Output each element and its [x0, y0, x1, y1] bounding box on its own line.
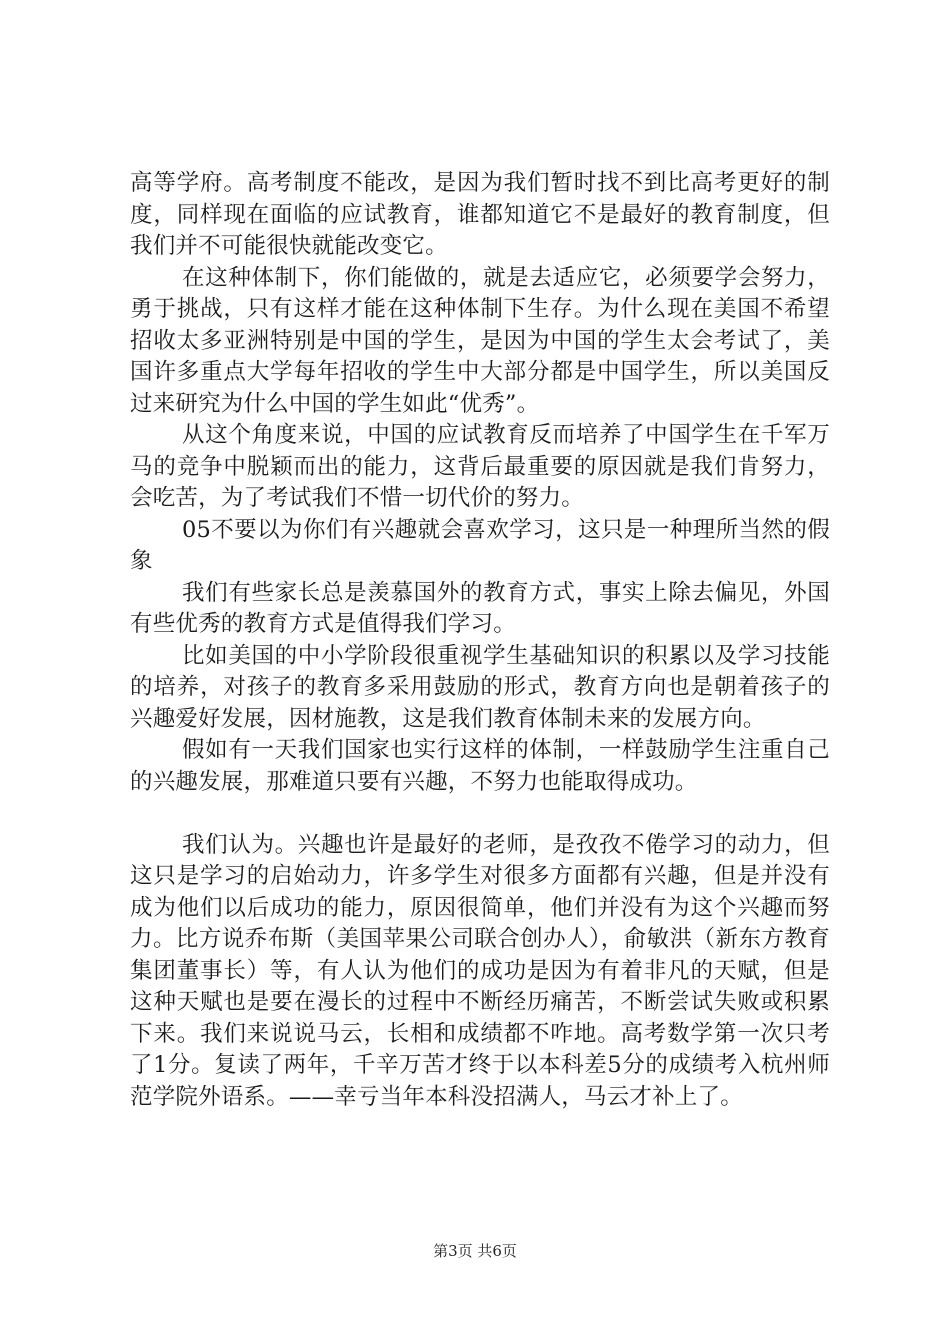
blank-line — [130, 798, 830, 830]
paragraph: 假如有一天我们国家也实行这样的体制，一样鼓励学生注重自己的兴趣发展，那难道只要有兴趣，不努力也能取得成功。 — [130, 737, 830, 795]
paragraph: 比如美国的中小学阶段很重视学生基础知识的积累以及学习技能的培养，对孩子的教育多采用鼓励的形式，教育方向也是朝着孩子的兴趣爱好发展，因材施教，这是我们教育体制未来的发展方向。 — [130, 642, 830, 732]
paragraph-continued: 高等学府。高考制度不能改，是因为我们暂时找不到比高考更好的制度，同样现在面临的应试教育，谁都知道它不是最好的教育制度，但我们并不可能很快就能改变它。 — [130, 170, 830, 259]
page-footer: 第3页 共6页 — [433, 1242, 517, 1260]
paragraph: 从这个角度来说，中国的应试教育反而培养了中国学生在千军万马的竞争中脱颖而出的能力，这背后最重要的原因就是我们肯努力，会吃苦，为了考试我们不惜一切代价的努力。 — [130, 422, 830, 511]
paragraph: 我们认为。兴趣也许是最好的老师，是孜孜不倦学习的动力，但这只是学习的启始动力，许多学生对很多方面都有兴趣，但是并没有成为他们以后成功的能力，原因很简单，他们并没有为这个兴趣而努力。比方说乔布斯（美国苹果公司联合创办人），俞敏洪（新东方教育集团董事长）等，有人认为他们的成功是因为有着非凡的天赋，但是这种天赋也是要在漫长的过程中不断经历痛苦，不断尝试失败或积累下来。我们来说说马云，长相和成绩都不咋地。高考数学第一次只考了1分。复读了两年，千辛万苦才终于以本科差5分的成绩考入杭州师范学院外语系。——幸亏当年本科没招满人，马云才补上了。 — [130, 831, 830, 1110]
paragraph: 在这种体制下，你们能做的，就是去适应它，必须要学会努力，勇于挑战，只有这样才能在这种体制下生存。为什么现在美国不希望招收太多亚洲特别是中国的学生，是因为中国的学生太会考试了，美国许多重点大学每年招收的学生中大部分都是中国学生，所以美国反过来研究为什么中国的学生如此“优秀”。 — [130, 264, 830, 417]
document-body — [130, 168, 830, 1113]
paragraph: 我们有些家长总是羡慕国外的教育方式，事实上除去偏见，外国有些优秀的教育方式是值得我们学习。 — [130, 579, 830, 637]
section-heading: 05不要以为你们有兴趣就会喜欢学习，这只是一种理所当然的假象 — [130, 516, 830, 574]
